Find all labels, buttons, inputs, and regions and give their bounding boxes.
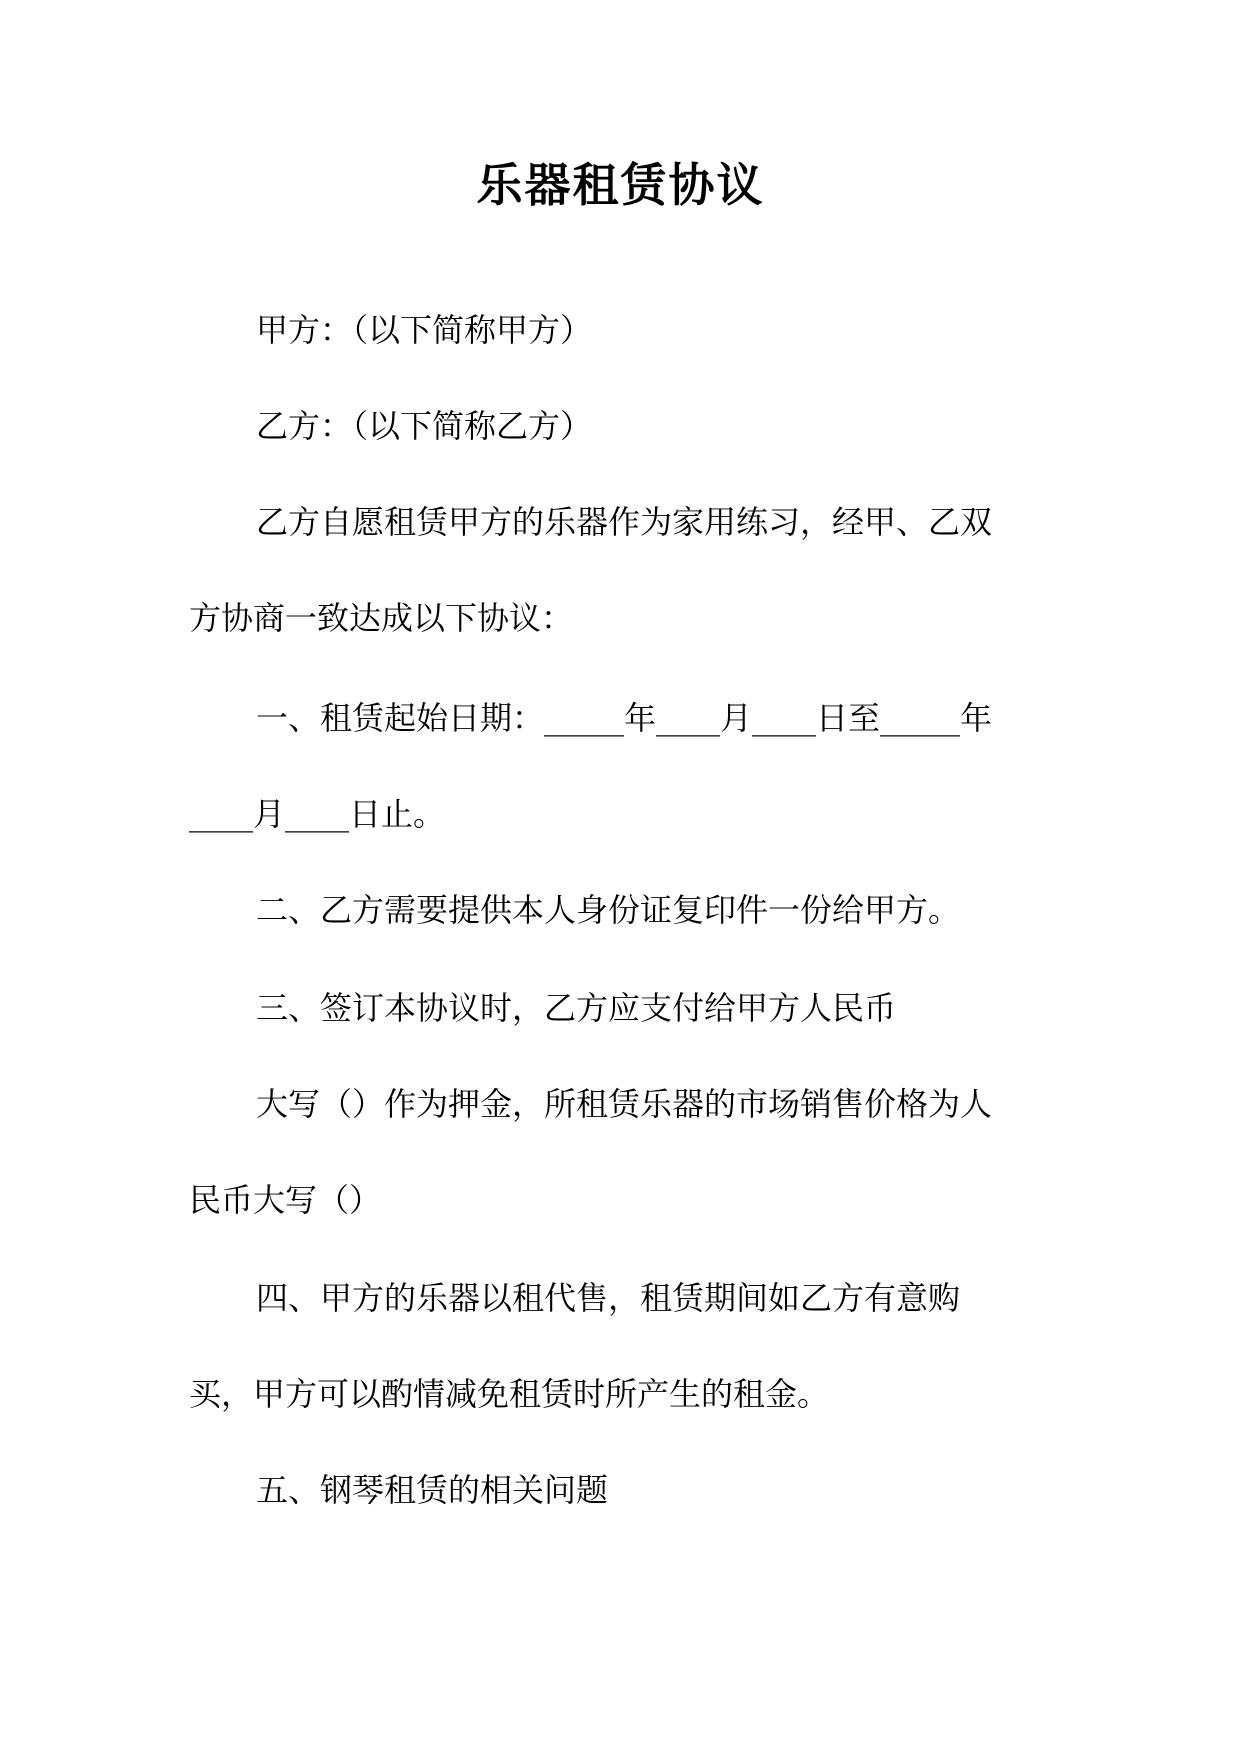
clause-3-line-2: 大写（）作为押金，所租赁乐器的市场销售价格为人 xyxy=(256,1085,993,1123)
document-title: 乐器租赁协议 xyxy=(476,158,765,212)
clause-3-line-3: 民币大写（） xyxy=(189,1181,382,1219)
preamble-line-1: 乙方自愿租赁甲方的乐器作为家用练习，经甲、乙双 xyxy=(256,503,993,541)
party-b-line: 乙方：（以下简称乙方） xyxy=(256,407,593,445)
clause-3-line-1: 三、签订本协议时，乙方应支付给甲方人民币 xyxy=(256,989,897,1027)
clause-2-line: 二、乙方需要提供本人身份证复印件一份给甲方。 xyxy=(256,891,961,929)
clause-1-line-1: 一、租赁起始日期：_____年____月____日至_____年 xyxy=(256,699,993,737)
clause-5-line: 五、钢琴租赁的相关问题 xyxy=(256,1471,609,1509)
clause-4-line-1: 四、甲方的乐器以租代售，租赁期间如乙方有意购 xyxy=(256,1279,961,1317)
preamble-line-2: 方协商一致达成以下协议： xyxy=(189,599,574,637)
clause-1-line-2: ____月____日止。 xyxy=(189,795,446,833)
clause-4-line-2: 买，甲方可以酌情减免租赁时所产生的租金。 xyxy=(189,1375,830,1413)
party-a-line: 甲方：（以下简称甲方） xyxy=(256,311,593,349)
